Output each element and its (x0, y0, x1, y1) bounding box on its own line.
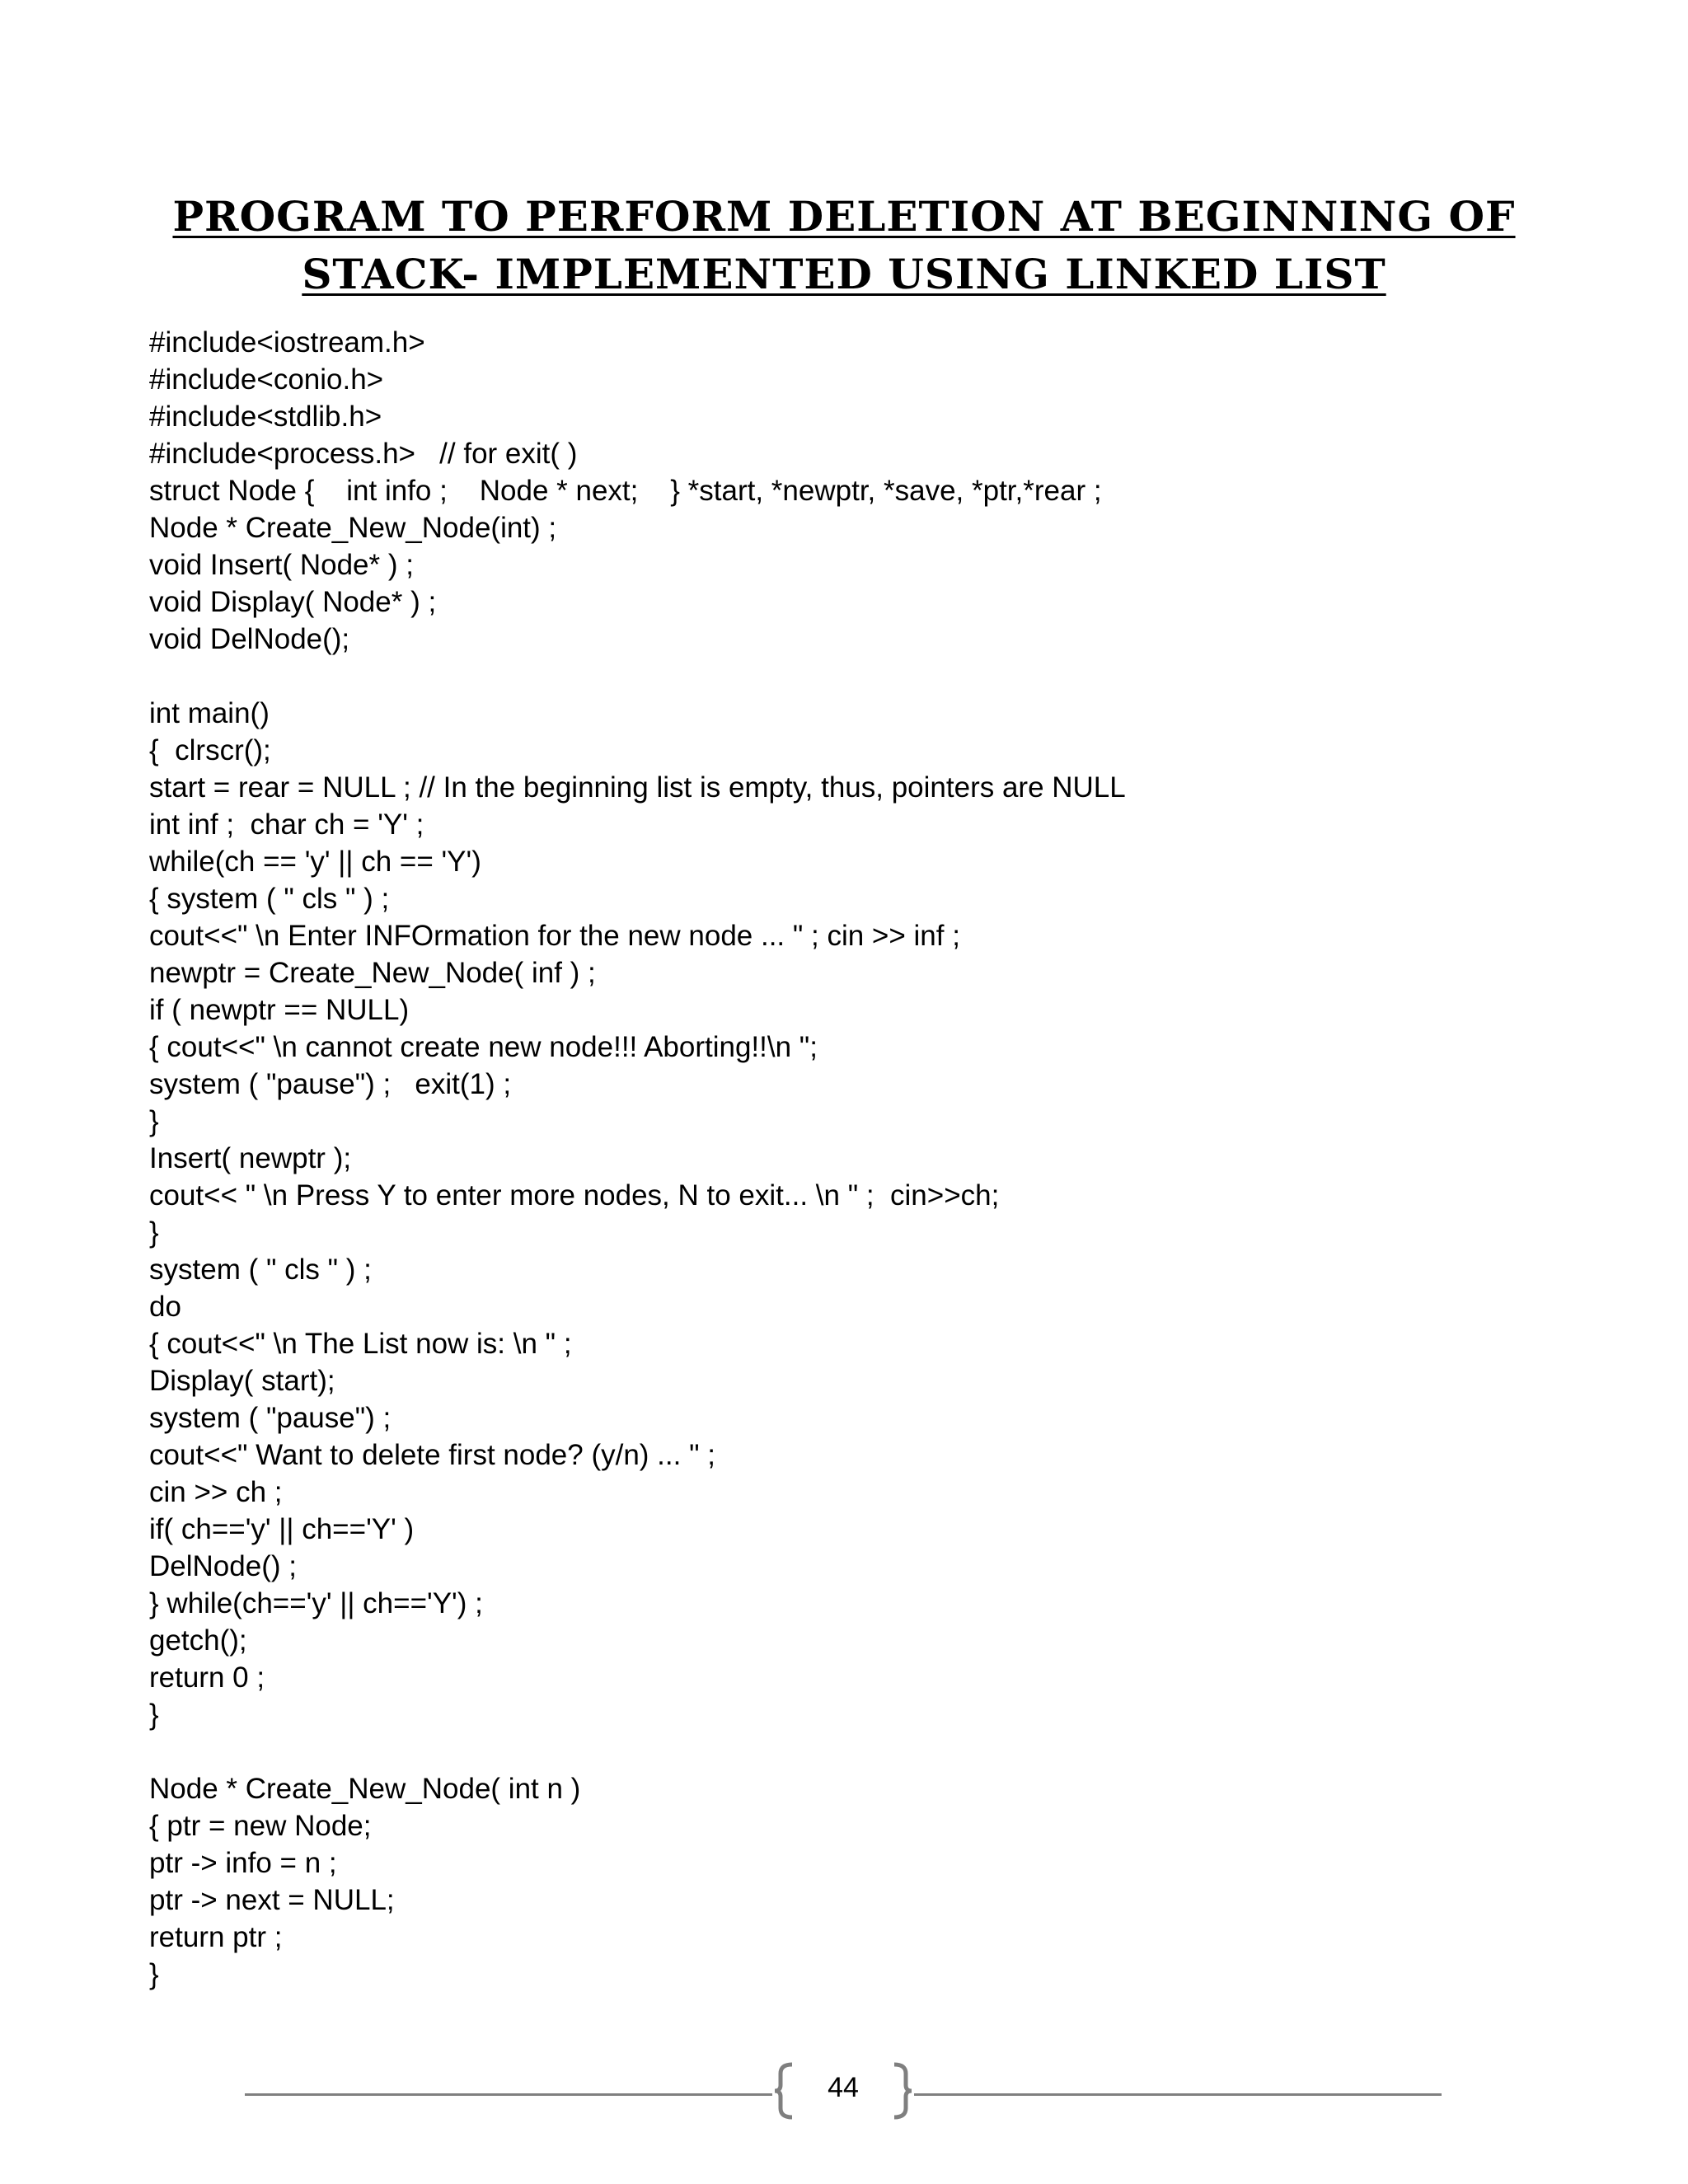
code-line: } (149, 1216, 159, 1249)
code-line: DelNode() ; (149, 1550, 297, 1582)
code-line: void DelNode(); (149, 623, 350, 655)
code-line: } (149, 1958, 159, 1990)
code-line: { cout<<" \n The List now is: \n " ; (149, 1328, 572, 1360)
code-line: ptr -> next = NULL; (149, 1884, 395, 1916)
code-line: return ptr ; (149, 1921, 283, 1953)
code-line: { clrscr(); (149, 734, 271, 766)
code-line: while(ch == 'y' || ch == 'Y') (149, 846, 481, 878)
code-line: if ( newptr == NULL) (149, 994, 410, 1026)
code-line: cout<<" Want to delete first node? (y/n) ... " ; (149, 1439, 715, 1471)
code-line: start = rear = NULL ; // In the beginning list is empty, thus, pointers are NULL (149, 771, 1126, 804)
code-line: newptr = Create_New_Node( inf ) ; (149, 957, 596, 989)
footer-rule-right (914, 2093, 1442, 2096)
code-listing (149, 324, 1550, 1993)
code-line: struct Node { int info ; Node * next; } *start, *newptr, *save, *ptr,*rear ; (149, 475, 1102, 507)
code-line: { ptr = new Node; (149, 1810, 372, 1842)
code-line: int inf ; char ch = 'Y' ; (149, 808, 424, 841)
code-line: #include<iostream.h> (149, 326, 425, 359)
code-line: } while(ch=='y' || ch=='Y') ; (149, 1587, 483, 1619)
code-line: system ( "pause") ; exit(1) ; (149, 1068, 512, 1100)
code-line: Node * Create_New_Node( int n ) (149, 1773, 581, 1805)
title-line-1: PROGRAM TO PERFORM DELETION AT BEGINNING OF (172, 192, 1516, 241)
page-title (0, 188, 1688, 303)
code-line: Insert( newptr ); (149, 1142, 352, 1174)
code-line: { cout<<" \n cannot create new node!!! Aborting!!\n "; (149, 1031, 818, 1063)
code-line: do (149, 1291, 181, 1323)
code-line: } (149, 1105, 159, 1137)
code-line: #include<stdlib.h> (149, 401, 382, 433)
page-footer (245, 2060, 1442, 2126)
page-number: 44 (828, 2072, 859, 2103)
code-line: system ( " cls " ) ; (149, 1254, 372, 1286)
code-line: { system ( " cls " ) ; (149, 883, 390, 915)
code-line: return 0 ; (149, 1661, 265, 1694)
code-line: cout<<" \n Enter INFOrmation for the new node ... " ; cin >> inf ; (149, 920, 960, 952)
code-line: Display( start); (149, 1365, 335, 1397)
code-line: #include<process.h> // for exit( ) (149, 438, 578, 470)
code-line: ptr -> info = n ; (149, 1847, 337, 1879)
footer-rule-left (245, 2093, 772, 2096)
title-line-2: STACK- IMPLEMENTED USING LINKED LIST (302, 250, 1386, 298)
code-line: if( ch=='y' || ch=='Y' ) (149, 1513, 415, 1545)
code-line: system ( "pause") ; (149, 1402, 392, 1434)
left-bracket-icon (772, 2062, 795, 2120)
code-line: void Insert( Node* ) ; (149, 549, 414, 581)
code-line: Node * Create_New_Node(int) ; (149, 512, 557, 544)
code-line: int main() (149, 697, 270, 729)
blank-line (149, 1733, 1550, 1770)
code-line: } (149, 1699, 159, 1731)
right-bracket-icon (891, 2062, 914, 2120)
code-line: cout<< " \n Press Y to enter more nodes, N to exit... \n " ; cin>>ch; (149, 1179, 1000, 1212)
code-line: cin >> ch ; (149, 1476, 283, 1508)
code-line: getch(); (149, 1624, 247, 1657)
blank-line (149, 658, 1550, 695)
code-line: void Display( Node* ) ; (149, 586, 437, 618)
code-line: #include<conio.h> (149, 363, 384, 396)
